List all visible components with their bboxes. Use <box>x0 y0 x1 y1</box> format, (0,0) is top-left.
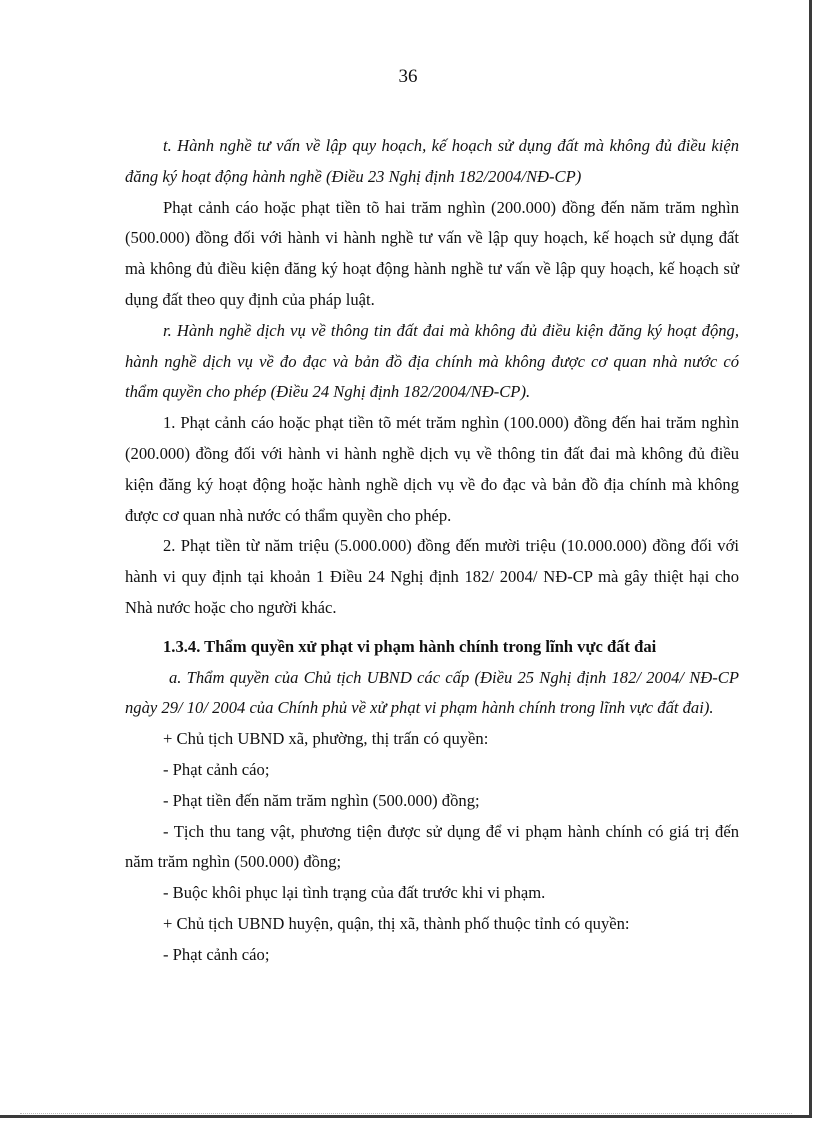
section-t-title: t. Hành nghề tư vấn về lập quy hoạch, kế hoạch sử dụng đất mà không đủ điều kiện đăng ký hoạt động hành nghề (Điều 23 Nghị định 182/2004/NĐ-CP) <box>125 136 739 186</box>
list-item: - Phạt cảnh cáo; <box>163 759 270 779</box>
list-item: + Chủ tịch UBND huyện, quận, thị xã, thành phố thuộc tỉnh có quyền: <box>163 913 630 933</box>
page-divider <box>20 1113 792 1114</box>
page-number: 36 <box>398 66 418 87</box>
section-t-body: Phạt cảnh cáo hoặc phạt tiền tõ hai trăm nghìn (200.000) đồng đến năm trăm nghìn (500.000) đồng đối với hành vi hành nghề tư vấn về lập quy hoạch, kế hoạch sử dụng đất mà không đủ điều kiện đăng ký hoạt động hành nghề tư vấn về lập quy hoạch, kế hoạch sử dụng đất theo quy định của pháp luật. <box>125 197 739 309</box>
list-item: - Phạt tiền đến năm trăm nghìn (500.000) đồng; <box>163 790 480 810</box>
list-item: - Tịch thu tang vật, phương tiện được sử dụng để vi phạm hành chính có giá trị đến năm trăm nghìn (500.000) đồng; <box>125 821 739 872</box>
list-item: + Chủ tịch UBND xã, phường, thị trấn có quyền: <box>163 729 489 749</box>
list-item: - Phạt cảnh cáo; <box>163 944 270 964</box>
clause-1: 1. Phạt cảnh cáo hoặc phạt tiền tõ mét trăm nghìn (100.000) đồng đến hai trăm nghìn (200.000) đồng đối với hành vi hành nghề dịch vụ về thông tin đất đai mà không đủ điều kiện đăng ký hoạt động hoặc hành nghề dịch vụ về đo đạc và bản đồ địa chính mà không được cơ quan nhà nước có thẩm quyền cho phép. <box>125 413 739 525</box>
section-a-title: a. Thẩm quyền của Chủ tịch UBND các cấp (Điều 25 Nghị định 182/ 2004/ NĐ-CP ngày 29/ 10/ 2004 của Chính phủ về xử phạt vi phạm hành chính trong lĩnh vực đất đai). <box>125 667 739 718</box>
list-item: - Buộc khôi phục lại tình trạng của đất trước khi vi phạm. <box>163 883 546 903</box>
section-r-title: r. Hành nghề dịch vụ về thông tin đất đai mà không đủ điều kiện đăng ký hoạt động, hành nghề dịch vụ về đo đạc và bản đồ địa chính mà không được cơ quan nhà nước có thẩm quyền cho phép (Điều 24 Nghị định 182/2004/NĐ-CP). <box>125 320 739 402</box>
section-heading-1-3-4: 1.3.4. Thẩm quyền xử phạt vi phạm hành chính trong lĩnh vực đất đai <box>163 636 657 656</box>
clause-2: 2. Phạt tiền từ năm triệu (5.000.000) đồng đến mười triệu (10.000.000) đồng đối với hành vi quy định tại khoản 1 Điều 24 Nghị định 182/ 2004/ NĐ-CP mà gây thiệt hại cho Nhà nước hoặc cho người khác. <box>125 536 739 617</box>
document-body <box>125 131 739 971</box>
